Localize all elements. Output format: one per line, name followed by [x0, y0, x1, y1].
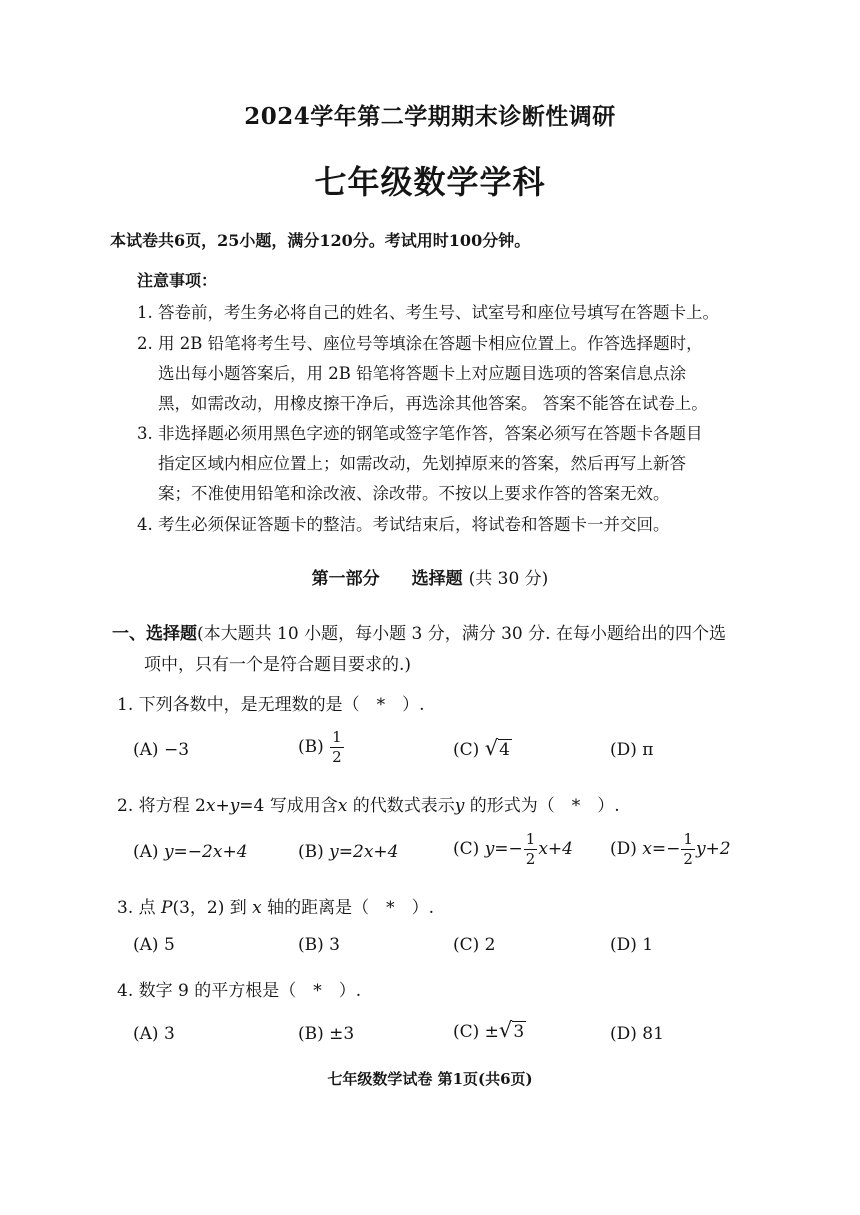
- part-score: (共 30 分): [468, 569, 549, 589]
- q1-b-fraction: $\frac{1}{2}$: [332, 728, 342, 766]
- q2-d-fraction: $\frac{1}{2}$: [683, 830, 693, 868]
- q2-option-a: (A) y=−2x+4: [133, 842, 248, 862]
- q2-option-c: (C) y=− $\frac{1}{2}$ x+4: [453, 830, 573, 868]
- exam-title: 2024学年第二学期期末诊断性调研: [244, 103, 616, 130]
- notice-line-2b: 选出每小题答案后，用 2B 铅笔将答题卡上对应题目选项的答案信息点涂: [158, 364, 687, 383]
- q1-c-sqrt: √4: [484, 736, 510, 760]
- q2-c-fraction: $\frac{1}{2}$: [525, 830, 536, 868]
- q2-option-d: (D) x=− $\frac{1}{2}$ y+2: [610, 830, 731, 868]
- notice-heading: 注意事项：: [137, 271, 218, 290]
- question-1-stem: 1. 下列各数中，是无理数的是（ * ）.: [117, 695, 425, 715]
- q4-option-c: (C) ±√3: [453, 1018, 525, 1042]
- q3-option-c: (C) 2: [453, 935, 496, 955]
- notice-line-2: 2. 用 2B 铅笔将考生号、座位号等填涂在答题卡相应位置上。作答选择题时，: [137, 334, 703, 353]
- part-name: 第一部分: [311, 569, 380, 589]
- q3-option-d: (D) 1: [610, 935, 654, 955]
- section-desc-1: (本大题共 10 小题，每小题 3 分，满分 30 分. 在每小题给出的四个选: [197, 624, 726, 644]
- question-2-stem: 2. 将方程 2x+y=4 写成用含x 的代数式表示y 的形式为（ * ）.: [117, 796, 620, 816]
- notice-line-3c: 案；不准使用铅笔和涂改液、涂改带。不按以上要求作答的答案无效。: [158, 484, 670, 503]
- q3-option-b: (B) 3: [298, 935, 340, 955]
- notice-line-4: 4. 考生必须保证答题卡的整洁。考试结束后，将试卷和答题卡一并交回。: [137, 515, 670, 534]
- part-heading: [0, 564, 860, 589]
- q3-option-a: (A) 5: [133, 935, 175, 955]
- q4-option-b: (B) ±3: [298, 1024, 355, 1044]
- part-type: 选择题: [411, 569, 463, 589]
- notice-line-1: 1. 答卷前，考生务必将自己的姓名、考生号、试室号和座位号填写在答题卡上。: [137, 303, 719, 322]
- q1-option-c: (C) √4: [453, 736, 510, 760]
- q4-option-a: (A) 3: [133, 1024, 175, 1044]
- subject-title: 七年级数学学科: [314, 163, 546, 201]
- q1-option-d: (D) π: [610, 740, 654, 760]
- page-footer: 七年级数学试卷 第1页(共6页): [327, 1070, 533, 1088]
- section-desc-2: 项中，只有一个是符合题目要求的.): [144, 655, 412, 675]
- section-label: 一、选择题: [112, 624, 197, 644]
- notice-line-3: 3. 非选择题必须用黑色字迹的钢笔或签字笔作答，答案必须写在答题卡各题目: [137, 424, 703, 443]
- question-4-stem: 4. 数字 9 的平方根是（ * ）.: [117, 981, 362, 1001]
- q2-option-b: (B) y=2x+4: [298, 842, 399, 862]
- q4-option-d: (D) 81: [610, 1024, 664, 1044]
- q1-option-b: (B) $\frac{1}{2}$: [298, 728, 342, 766]
- exam-info: 本试卷共6页，25小题，满分120分。考试用时100分钟。: [110, 231, 531, 250]
- q1-option-a: (A) −3: [133, 740, 190, 760]
- q4-c-sqrt: √3: [498, 1018, 525, 1042]
- notice-line-2c: 黑，如需改动，用橡皮擦干净后，再选涂其他答案。 答案不能答在试卷上。: [158, 394, 708, 413]
- notice-line-3b: 指定区域内相应位置上；如需改动，先划掉原来的答案，然后再写上新答: [158, 454, 686, 473]
- section-heading: [112, 619, 726, 644]
- question-3-stem: 3. 点 P(3，2) 到 x 轴的距离是（ * ）.: [117, 898, 435, 918]
